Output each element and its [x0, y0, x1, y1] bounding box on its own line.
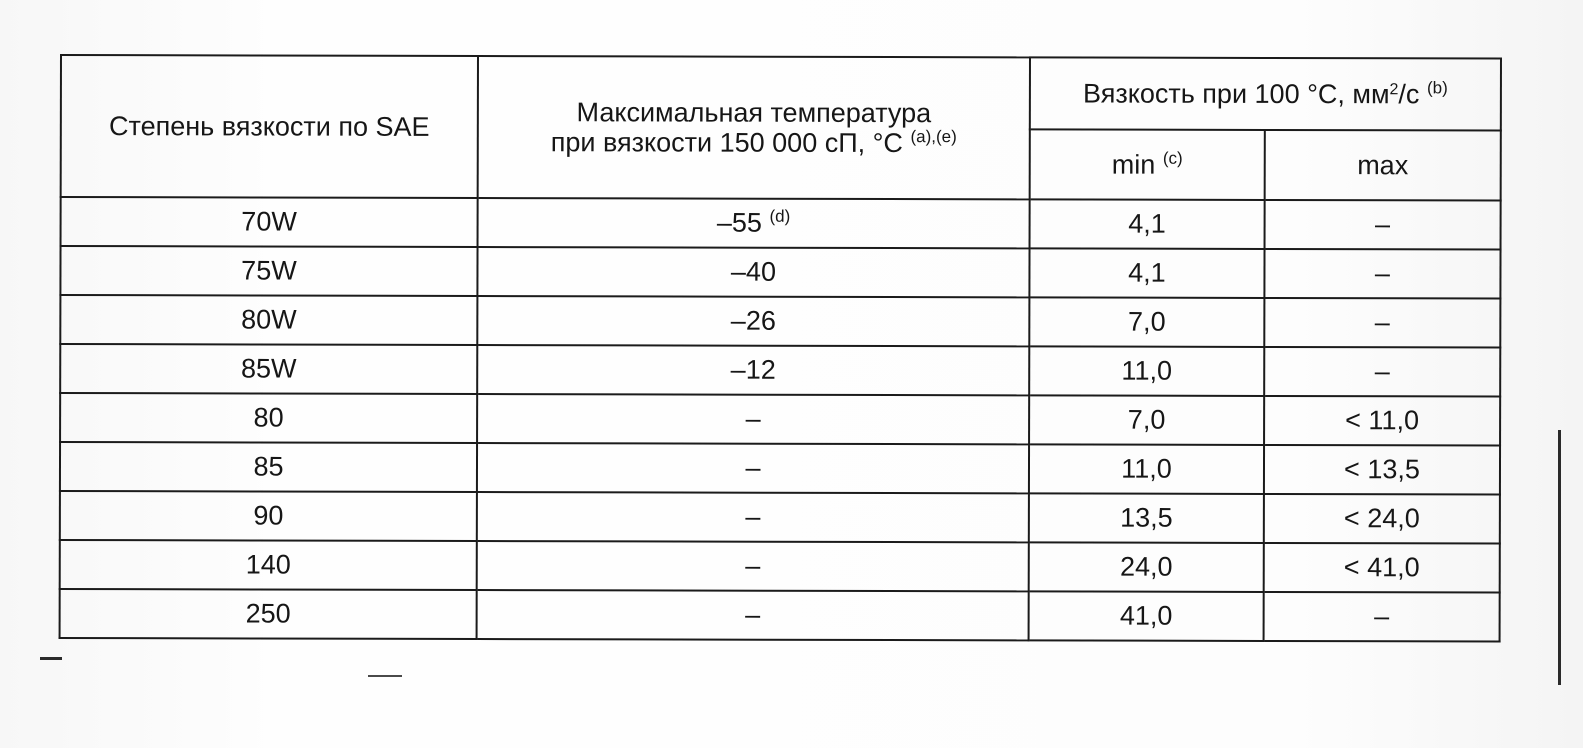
- table-row: [60, 491, 1500, 544]
- header-min-text: min: [1111, 149, 1156, 180]
- header-viscosity-suffix: /с: [1398, 79, 1420, 110]
- cell-viscosity-min: 24,0: [1029, 542, 1264, 592]
- cell-viscosity-min: 4,1: [1030, 199, 1265, 249]
- cell-max-temperature: –: [477, 590, 1029, 640]
- cell-viscosity-max: –: [1264, 298, 1500, 348]
- cell-max-temperature-footnote: (d): [769, 207, 791, 227]
- table-header-row: [61, 55, 1501, 131]
- table-row: [60, 442, 1500, 495]
- cell-viscosity-max: –: [1264, 249, 1500, 299]
- header-viscosity-exponent: 2: [1389, 81, 1399, 99]
- table-row: [61, 197, 1501, 250]
- header-viscosity-footnote: (b): [1426, 78, 1448, 98]
- cell-max-temperature: –: [477, 541, 1029, 591]
- scan-mark-left: [40, 657, 62, 660]
- header-max: [1265, 130, 1501, 201]
- cell-sae-grade: 70W: [61, 197, 478, 247]
- table-row: [60, 344, 1500, 397]
- cell-max-temperature: –40: [477, 247, 1029, 297]
- cell-sae-grade: 80: [60, 393, 477, 443]
- header-viscosity-100c: [1030, 57, 1501, 130]
- header-max-temperature-line1: Максимальная температура: [576, 97, 932, 128]
- cell-max-temperature: –26: [477, 296, 1029, 346]
- table-row: [60, 295, 1500, 348]
- scan-mark-mid: [368, 675, 402, 677]
- sae-viscosity-table: [59, 54, 1502, 643]
- cell-max-temperature: –: [477, 443, 1029, 493]
- cell-max-temperature: –: [477, 394, 1029, 444]
- cell-viscosity-min: 41,0: [1029, 591, 1264, 641]
- cell-viscosity-min: 7,0: [1029, 395, 1264, 445]
- cell-viscosity-min: 7,0: [1029, 297, 1264, 347]
- table-row: [60, 246, 1500, 299]
- cell-max-temperature-value: –55: [716, 207, 763, 239]
- header-max-text: max: [1357, 150, 1409, 181]
- cell-viscosity-max: < 13,5: [1264, 445, 1500, 495]
- cell-max-temperature: [478, 198, 1030, 248]
- cell-sae-grade: 80W: [60, 295, 477, 345]
- cell-max-temperature: –12: [477, 345, 1029, 395]
- header-sae-grade-text: Степень вязкости по SAE: [109, 110, 430, 142]
- cell-viscosity-max: –: [1265, 200, 1501, 250]
- table-row: [60, 540, 1500, 593]
- cell-viscosity-max: < 24,0: [1264, 494, 1500, 544]
- header-min-footnote: (c): [1162, 148, 1183, 168]
- header-sae-grade: [61, 55, 478, 198]
- cell-viscosity-min: 11,0: [1029, 444, 1264, 494]
- cell-viscosity-max: –: [1264, 592, 1500, 642]
- cell-viscosity-max: –: [1264, 347, 1500, 397]
- cell-sae-grade: 85: [60, 442, 477, 492]
- cell-sae-grade: 90: [60, 491, 477, 541]
- header-max-temperature-footnote: (a),(e): [910, 127, 957, 147]
- cell-viscosity-max: < 11,0: [1264, 396, 1500, 446]
- header-viscosity-prefix: Вязкость при 100 °C, мм: [1083, 78, 1390, 110]
- table-row: [60, 589, 1500, 642]
- cell-max-temperature: –: [477, 492, 1029, 542]
- table-row: [60, 393, 1500, 446]
- cell-viscosity-max: < 41,0: [1264, 543, 1500, 593]
- cell-viscosity-min: 4,1: [1029, 248, 1264, 298]
- cell-viscosity-min: 11,0: [1029, 346, 1264, 396]
- cell-sae-grade: 140: [60, 540, 477, 590]
- cell-sae-grade: 75W: [60, 246, 477, 296]
- cell-viscosity-min: 13,5: [1029, 493, 1264, 543]
- header-max-temperature-line2: при вязкости 150 000 сП, °C: [550, 127, 903, 159]
- header-max-temperature: [478, 56, 1030, 199]
- header-min: [1030, 129, 1265, 200]
- cell-sae-grade: 85W: [60, 344, 477, 394]
- scan-edge-line: [1558, 430, 1561, 685]
- cell-sae-grade: 250: [60, 589, 477, 639]
